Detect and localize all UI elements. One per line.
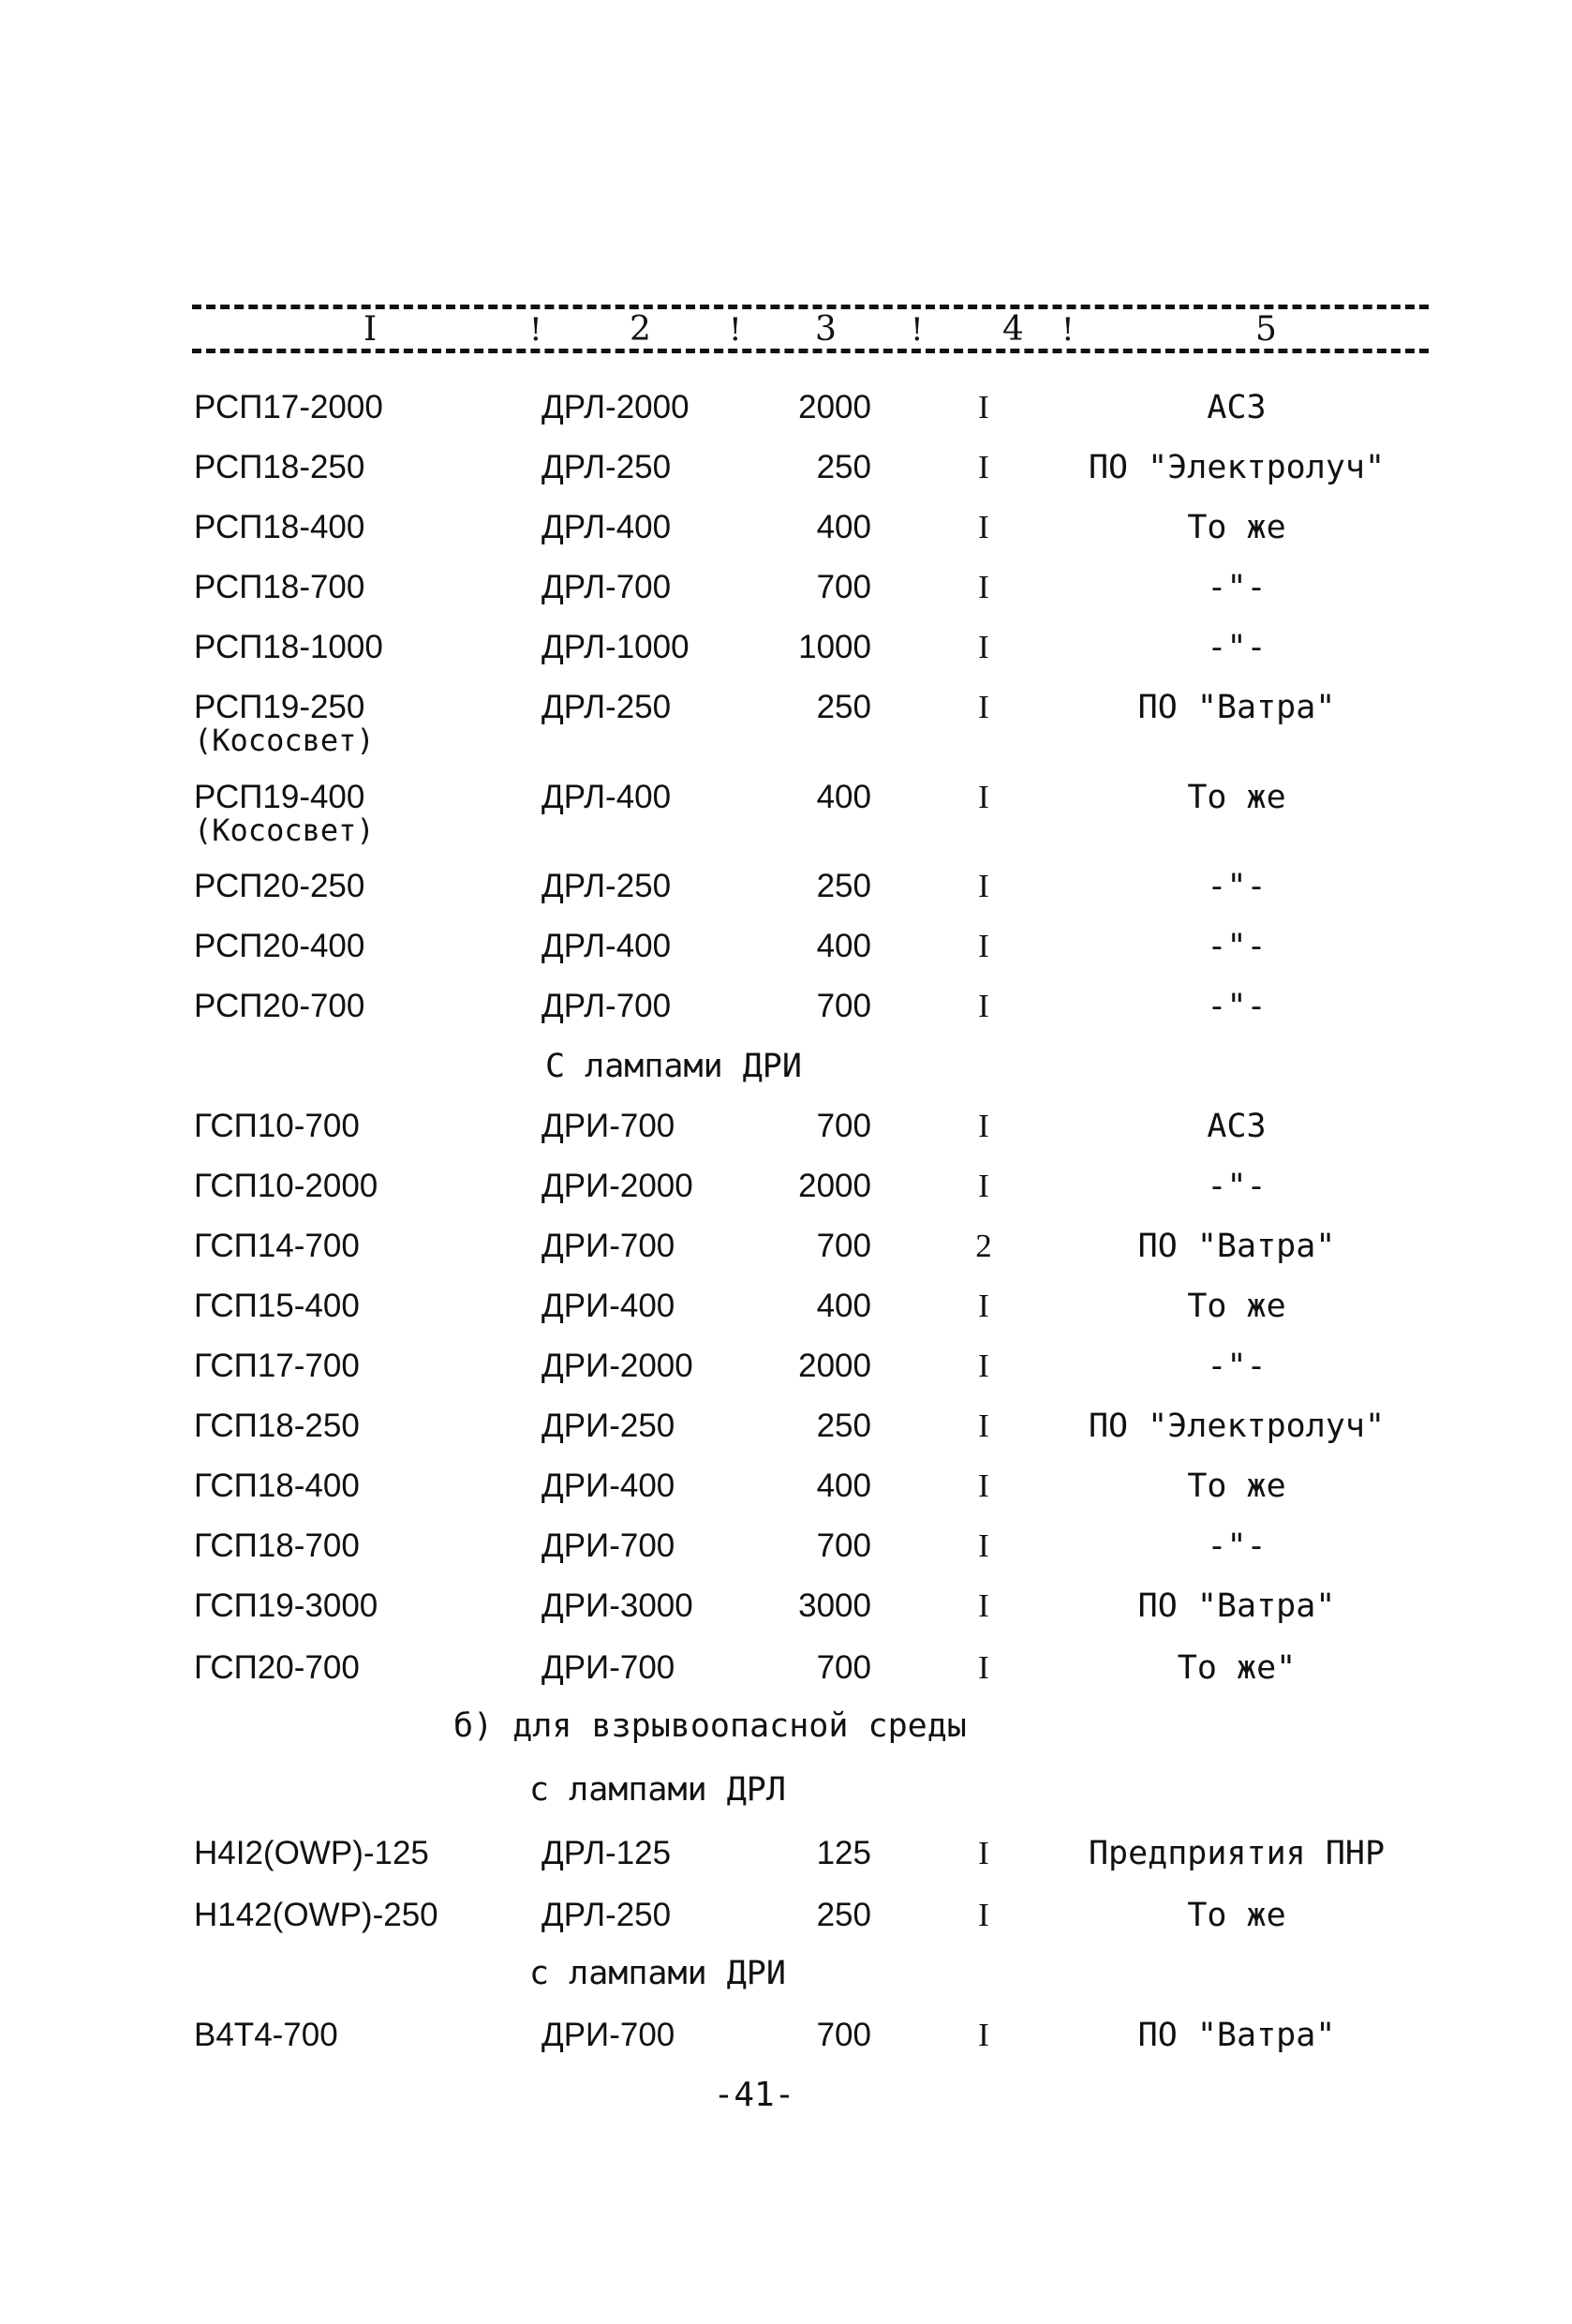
lamp-cell: ДРЛ-400 [541,509,672,545]
manufacturer-cell: ПО "Электролуч" [1088,449,1386,486]
manufacturer-cell: ПО "Ватра" [1137,2017,1336,2054]
manufacturer-cell: Предприятия ПНР [1088,1835,1386,1872]
quantity-cell: I [978,2017,989,2053]
quantity-cell: I [978,1108,989,1144]
type-cell: РСП20-700 [194,988,365,1024]
type-cell: ГСП17-700 [194,1348,360,1384]
table-row [0,779,1572,848]
column-separator: ! [1061,311,1075,349]
type-cell: ГСП10-700 [194,1108,360,1144]
lamp-cell: ДРЛ-700 [541,569,672,605]
lamp-cell: ДРИ-2000 [541,1348,693,1384]
table-row [0,449,1572,514]
column-header-1: I [363,310,378,349]
lamp-cell: ДРИ-700 [541,1108,675,1144]
type-cell: РСП18-400 [194,509,365,545]
quantity-cell: I [978,689,989,725]
type-cell: ГСП18-700 [194,1527,360,1564]
table-row [0,1228,1572,1293]
manufacturer-cell: То же" [1177,1649,1297,1687]
quantity-cell: I [978,1587,989,1624]
table-row [0,1897,1572,1962]
table-row [0,1108,1572,1173]
power-cell: 400 [816,779,871,815]
type-cell: РСП18-700 [194,569,365,605]
section-heading: б) для взрывоопасной среды [453,1707,967,1745]
manufacturer-cell: -"- [1207,569,1267,606]
quantity-cell: I [978,389,989,425]
power-cell: 2000 [798,1348,871,1384]
lamp-cell: ДРЛ-400 [541,779,672,815]
power-cell: 2000 [798,1168,871,1204]
type-cell: РСП20-400 [194,928,365,964]
section-subheading: с лампами ДРЛ [529,1771,786,1809]
power-cell: 400 [816,928,871,964]
column-header-4: 4 [1002,310,1024,349]
power-cell: 250 [816,449,871,485]
lamp-cell: ДРИ-400 [541,1467,675,1504]
table-row [0,1649,1572,1715]
manufacturer-cell: -"- [1207,868,1267,905]
quantity-cell: I [978,1527,989,1564]
lamp-cell: ДРЛ-250 [541,1897,672,1933]
table-row [0,1835,1572,1900]
type-cell [194,689,375,758]
lamp-cell: ДРИ-700 [541,1649,675,1686]
type-cell: РСП18-250 [194,449,365,485]
power-cell: 1000 [798,629,871,665]
lamp-cell: ДРЛ-400 [541,928,672,964]
manufacturer-cell: То же [1187,509,1286,546]
manufacturer-cell: ПО "Ватра" [1137,1228,1336,1265]
type-cell: ГСП10-2000 [194,1168,378,1204]
power-cell: 700 [816,569,871,605]
type-cell: ГСП19-3000 [194,1587,378,1624]
type-cell: РСП17-2000 [194,389,383,425]
power-cell: 3000 [798,1587,871,1624]
section-subheading: с лампами ДРИ [529,1955,786,1992]
quantity-cell: I [978,449,989,485]
table-row [0,509,1572,574]
quantity-cell: I [978,1467,989,1504]
table-row [0,389,1572,454]
type-cell: РСП20-250 [194,868,365,904]
table-row [0,1408,1572,1473]
table-row [0,1467,1572,1533]
manufacturer-cell: То же [1187,779,1286,816]
type-cell: Н142(ОWР)-250 [194,1897,438,1933]
lamp-cell: ДРЛ-125 [541,1835,672,1871]
table-row [0,1527,1572,1593]
power-cell: 250 [816,1408,871,1444]
quantity-cell: I [978,1168,989,1204]
type-code: РСП19-400 [194,779,365,815]
type-cell: ГСП15-400 [194,1288,360,1324]
table-row [0,689,1572,758]
lamp-cell: ДРИ-700 [541,1527,675,1564]
column-header-5: 5 [1255,310,1277,349]
type-cell: ГСП18-400 [194,1467,360,1504]
table-row [0,988,1572,1053]
lamp-cell: ДРЛ-250 [541,689,672,725]
power-cell: 400 [816,1288,871,1324]
power-cell: 125 [816,1835,871,1871]
quantity-cell: I [978,509,989,545]
power-cell: 250 [816,868,871,904]
manufacturer-cell: -"- [1207,928,1267,965]
quantity-cell: I [978,868,989,904]
power-cell: 2000 [798,389,871,425]
power-cell: 250 [816,1897,871,1933]
type-cell: ГСП18-250 [194,1408,360,1444]
quantity-cell: I [978,928,989,964]
table-row [0,1288,1572,1353]
column-header-2: 2 [630,310,651,349]
lamp-cell: ДРИ-700 [541,1228,675,1264]
type-cell: РСП18-1000 [194,629,383,665]
manufacturer-cell: -"- [1207,1527,1267,1565]
lamp-cell: ДРЛ-1000 [541,629,690,665]
type-cell: Н4I2(ОWР)-125 [194,1835,429,1871]
section-heading: С лампами ДРИ [545,1048,802,1085]
quantity-cell: I [978,629,989,665]
manufacturer-cell: То же [1187,1467,1286,1505]
type-cell [194,779,375,848]
power-cell: 250 [816,689,871,725]
manufacturer-cell: АСЗ [1207,389,1267,426]
table-row [0,1348,1572,1413]
power-cell: 700 [816,1649,871,1686]
power-cell: 700 [816,1527,871,1564]
manufacturer-cell: АСЗ [1207,1108,1267,1145]
lamp-cell: ДРИ-2000 [541,1168,693,1204]
power-cell: 400 [816,1467,871,1504]
quantity-cell: I [978,779,989,815]
table-row [0,1587,1572,1653]
column-separator: ! [911,311,924,349]
table-row [0,629,1572,694]
quantity-cell: 2 [975,1228,992,1264]
quantity-cell: I [978,1288,989,1324]
quantity-cell: I [978,988,989,1024]
column-separator: ! [729,311,742,349]
table-row [0,1168,1572,1233]
header-top-rule [192,305,1429,309]
lamp-cell: ДРИ-700 [541,2017,675,2053]
manufacturer-cell: -"- [1207,1168,1267,1205]
manufacturer-cell: ПО "Ватра" [1137,689,1336,726]
lamp-cell: ДРЛ-250 [541,449,672,485]
quantity-cell: I [978,569,989,605]
lamp-cell: ДРЛ-700 [541,988,672,1024]
quantity-cell: I [978,1649,989,1686]
lamp-cell: ДРЛ-2000 [541,389,690,425]
table-row [0,928,1572,993]
page-number: -41- [713,2076,795,2114]
quantity-cell: I [978,1348,989,1384]
lamp-cell: ДРИ-400 [541,1288,675,1324]
quantity-cell: I [978,1835,989,1871]
lamp-cell: ДРИ-250 [541,1408,675,1444]
table-row [0,868,1572,933]
column-separator: ! [529,311,542,349]
header-bottom-rule [192,349,1429,353]
type-code: РСП19-250 [194,689,365,725]
type-cell: ГСП14-700 [194,1228,360,1264]
power-cell: 700 [816,988,871,1024]
lamp-cell: ДРИ-3000 [541,1587,693,1624]
type-cell: В4Т4-700 [194,2017,338,2053]
manufacturer-cell: -"- [1207,1348,1267,1385]
power-cell: 700 [816,2017,871,2053]
type-note: (Кососвет) [194,812,375,848]
manufacturer-cell: ПО "Электролуч" [1088,1408,1386,1445]
quantity-cell: I [978,1408,989,1444]
type-note: (Кососвет) [194,723,375,758]
manufacturer-cell: -"- [1207,988,1267,1025]
table-row [0,2017,1572,2082]
quantity-cell: I [978,1897,989,1933]
manufacturer-cell: ПО "Ватра" [1137,1587,1336,1625]
column-header-3: 3 [815,310,837,349]
power-cell: 700 [816,1228,871,1264]
manufacturer-cell: То же [1187,1288,1286,1325]
manufacturer-cell: -"- [1207,629,1267,666]
type-cell: ГСП20-700 [194,1649,360,1686]
lamp-cell: ДРЛ-250 [541,868,672,904]
table-row [0,569,1572,634]
power-cell: 400 [816,509,871,545]
manufacturer-cell: То же [1187,1897,1286,1934]
power-cell: 700 [816,1108,871,1144]
